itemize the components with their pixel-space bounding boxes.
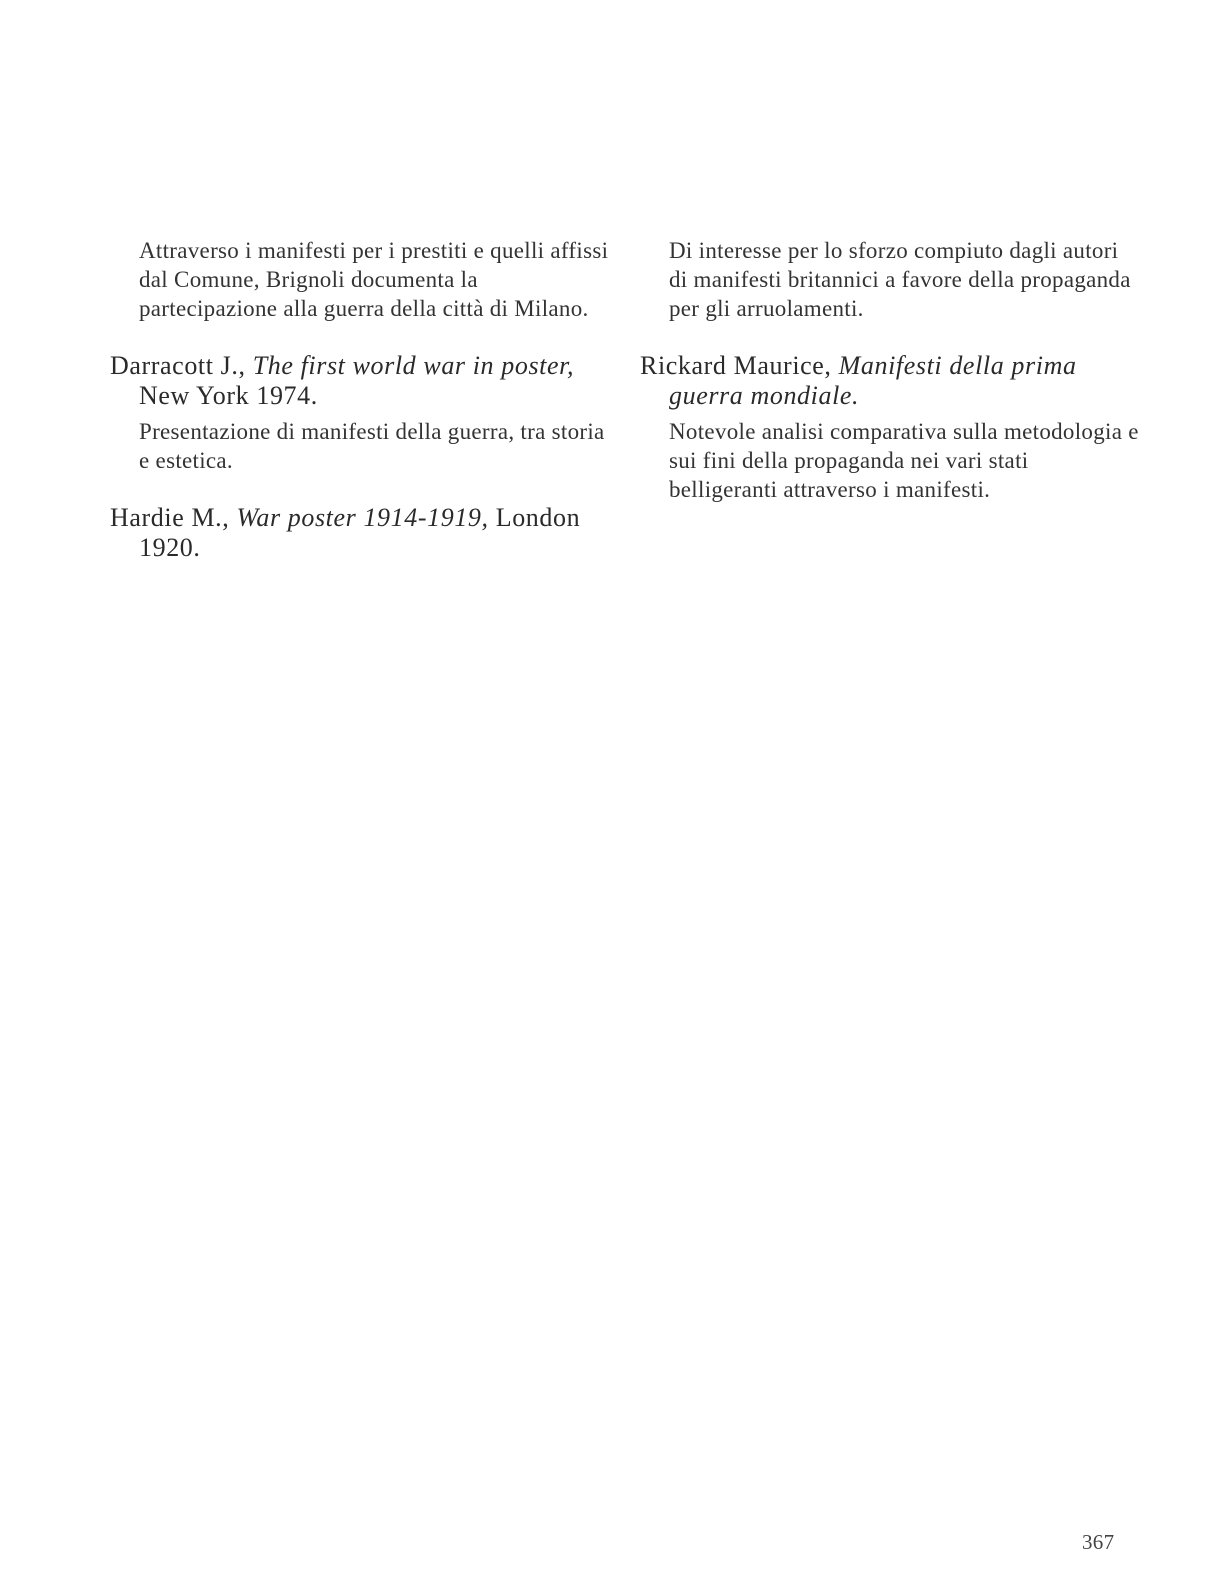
- entry-publication: New York 1974.: [139, 381, 318, 410]
- page-number: 367: [1082, 1530, 1115, 1554]
- annotation-brignoli: Attraverso i manifesti per i prestiti e quelli affissi dal Comune, Brignoli documenta la partecipazione alla guerra della città di Milano.: [139, 238, 609, 321]
- entry-author: Hardie M.,: [110, 503, 237, 532]
- entry-author: Darracott J.,: [110, 351, 253, 380]
- entry-publication: London 1920.: [139, 503, 581, 562]
- entry-author: Rickard Maurice,: [640, 351, 839, 380]
- bibliography-entry-darracott: [110, 351, 610, 411]
- left-column: [110, 236, 610, 591]
- annotation-top-right: Di interesse per lo sforzo compiuto dagli autori di manifesti britannici a favore della propaganda per gli arruolamenti.: [669, 238, 1131, 321]
- annotation-rickard: Notevole analisi comparativa sulla metodologia e sui fini della propaganda nei vari stati belligeranti attraverso i manifesti.: [669, 419, 1139, 502]
- right-column: [640, 236, 1140, 532]
- entry-title: The first world war in poster,: [252, 351, 575, 380]
- bibliography-entry-hardie: [110, 503, 610, 563]
- entry-title: Manifesti della prima guerra mondiale.: [669, 351, 1077, 410]
- annotation-darracott: Presentazione di manifesti della guerra, tra storia e estetica.: [139, 419, 605, 473]
- entry-title: War poster 1914-1919,: [236, 503, 489, 532]
- bibliography-entry-rickard: [640, 351, 1140, 411]
